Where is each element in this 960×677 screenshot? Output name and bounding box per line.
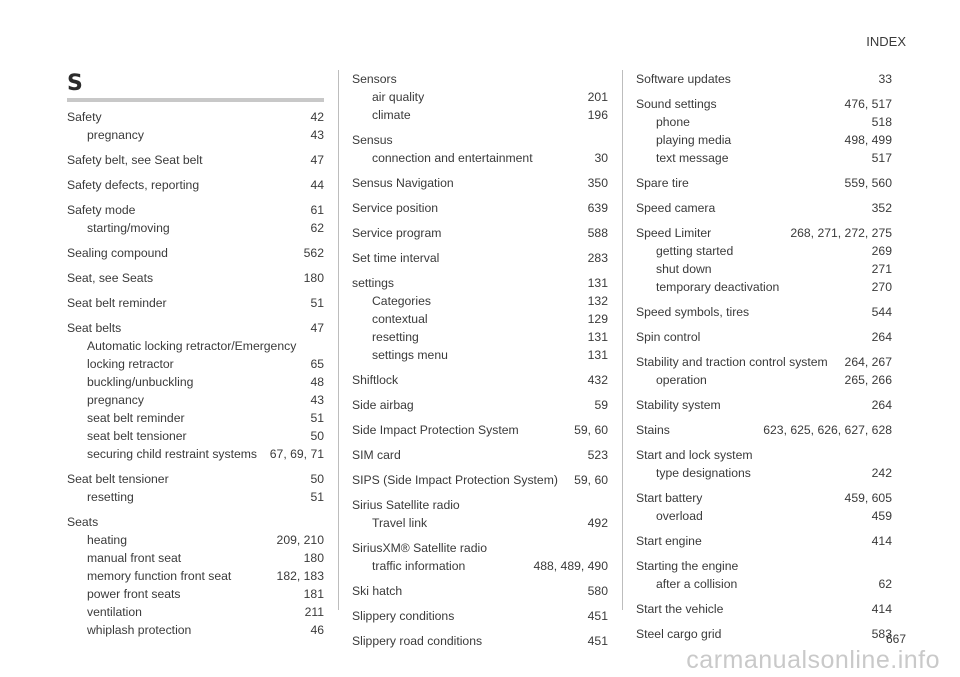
index-page-refs[interactable]: 59, 60 — [574, 473, 608, 487]
index-entry — [636, 353, 892, 389]
index-page-refs[interactable]: 264, 267 — [844, 355, 892, 369]
index-term-line — [67, 294, 324, 312]
index-subterm: type designations — [656, 466, 751, 480]
index-subterm-line — [352, 557, 608, 575]
index-term-line — [636, 328, 892, 346]
index-page-refs[interactable]: 264 — [871, 330, 892, 344]
index-entry — [636, 625, 892, 643]
index-subterm-line — [352, 328, 608, 346]
index-term-line — [352, 396, 608, 414]
index-subterm: seat belt tensioner — [87, 429, 187, 443]
index-term: Start engine — [636, 534, 702, 548]
index-entry — [636, 95, 892, 167]
index-subterm-line — [636, 242, 892, 260]
index-subterm-line — [636, 131, 892, 149]
index-subterm: overload — [656, 509, 703, 523]
index-subterm: getting started — [656, 244, 734, 258]
index-term-line — [636, 557, 892, 575]
index-entry — [352, 632, 608, 650]
index-page-refs[interactable] — [602, 70, 608, 88]
index-page-refs[interactable]: 268, 271, 272, 275 — [790, 226, 892, 240]
index-page-refs[interactable]: 580 — [587, 584, 608, 598]
index-entry — [636, 303, 892, 321]
index-page-refs[interactable] — [886, 446, 892, 464]
index-entry — [352, 224, 608, 242]
index-term: Sirius Satellite radio — [352, 498, 460, 512]
index-subterm: pregnancy — [87, 128, 144, 142]
index-subterm-line — [67, 219, 324, 237]
index-entry — [636, 199, 892, 217]
index-term: Steel cargo grid — [636, 627, 722, 641]
index-entry — [352, 471, 608, 489]
index-subterm: manual front seat — [87, 551, 182, 565]
index-page-refs[interactable]: 59, 60 — [574, 423, 608, 437]
index-term: Safety mode — [67, 203, 136, 217]
column-divider — [622, 70, 623, 610]
index-entry — [352, 582, 608, 600]
index-subterm: ventilation — [87, 605, 142, 619]
index-subterm-line — [67, 567, 324, 585]
index-subterm-line — [67, 373, 324, 391]
index-page-refs[interactable] — [602, 496, 608, 514]
index-page-refs[interactable]: 59 — [594, 398, 608, 412]
index-entry — [352, 199, 608, 217]
index-entry — [352, 249, 608, 267]
index-subterm-line — [67, 549, 324, 567]
index-term-line — [352, 539, 608, 557]
index-subterm: air quality — [372, 90, 425, 104]
index-page-refs[interactable] — [886, 557, 892, 575]
index-term: Speed camera — [636, 201, 716, 215]
index-subterm-line — [67, 427, 324, 445]
index-page-refs[interactable]: 180 — [303, 551, 324, 565]
index-page-refs[interactable]: 583 — [871, 627, 892, 641]
index-subterm-line — [352, 88, 608, 106]
index-entry — [352, 421, 608, 439]
index-term-line — [352, 131, 608, 149]
index-page-refs[interactable]: 65 — [310, 357, 324, 371]
index-term: Sensors — [352, 72, 397, 86]
index-entry — [636, 396, 892, 414]
index-page-refs[interactable]: 131 — [587, 348, 608, 362]
index-term: settings — [352, 276, 395, 290]
index-page-refs[interactable]: 451 — [587, 634, 608, 648]
index-page-refs[interactable]: 62 — [310, 221, 324, 235]
index-entry — [636, 446, 892, 482]
index-entry — [636, 421, 892, 439]
index-entry — [67, 319, 324, 463]
index-term-line — [636, 174, 892, 192]
index-subterm: seat belt reminder — [87, 411, 185, 425]
section-letter: S — [67, 71, 83, 96]
index-page-refs[interactable]: 432 — [587, 373, 608, 387]
index-page-refs[interactable]: 414 — [871, 602, 892, 616]
index-subterm-line — [636, 113, 892, 131]
index-subterm: connection and entertainment — [372, 151, 533, 165]
index-page-refs[interactable]: 182, 183 — [276, 569, 324, 583]
index-entry — [636, 174, 892, 192]
index-page-refs[interactable]: 639 — [587, 201, 608, 215]
index-term-line — [636, 532, 892, 550]
index-subterm: Categories — [372, 294, 431, 308]
index-page-refs[interactable]: 61 — [310, 203, 324, 217]
index-subterm: buckling/unbuckling — [87, 375, 194, 389]
index-term: Stains — [636, 423, 670, 437]
index-entry — [636, 70, 892, 88]
index-term-line — [636, 421, 892, 439]
index-subterm: climate — [372, 108, 411, 122]
index-term: Slippery road conditions — [352, 634, 483, 648]
index-page-refs[interactable]: 488, 489, 490 — [533, 559, 608, 573]
index-page-refs[interactable]: 476, 517 — [844, 97, 892, 111]
index-subterm-line — [636, 464, 892, 482]
index-page-refs[interactable]: 544 — [871, 305, 892, 319]
index-entry — [67, 108, 324, 144]
index-subterm: settings menu — [372, 348, 448, 362]
index-subterm-line — [636, 507, 892, 525]
index-term: Safety defects, reporting — [67, 178, 200, 192]
index-subterm: starting/moving — [87, 221, 170, 235]
index-term: Shiftlock — [352, 373, 399, 387]
index-subterm-line — [352, 106, 608, 124]
index-subterm: traffic information — [372, 559, 466, 573]
index-subterm: shut down — [656, 262, 712, 276]
index-entry — [67, 513, 324, 639]
index-page-refs[interactable]: 129 — [587, 312, 608, 326]
index-page-refs[interactable]: 559, 560 — [844, 176, 892, 190]
index-entry — [352, 131, 608, 167]
index-entry — [636, 532, 892, 550]
index-page-refs[interactable]: 46 — [310, 623, 324, 637]
index-term-line — [352, 199, 608, 217]
index-entry — [352, 174, 608, 192]
index-subterm: resetting — [372, 330, 419, 344]
index-subterm-line — [67, 603, 324, 621]
index-subterm: text message — [656, 151, 729, 165]
index-term: Seats — [67, 515, 99, 529]
index-term: Speed Limiter — [636, 226, 712, 240]
index-subterm-line — [67, 337, 324, 373]
index-entry — [636, 557, 892, 593]
index-page-refs[interactable]: 271 — [871, 262, 892, 276]
index-term-line — [352, 496, 608, 514]
index-term-line — [67, 201, 324, 219]
index-page-refs[interactable]: 30 — [594, 151, 608, 165]
index-page-refs[interactable]: 459 — [871, 509, 892, 523]
index-entry — [352, 371, 608, 389]
index-subterm: resetting — [87, 490, 134, 504]
index-page-refs[interactable]: 131 — [587, 330, 608, 344]
index-subterm-line — [352, 292, 608, 310]
watermark: carmanualsonline.info — [686, 646, 940, 674]
index-page-refs[interactable]: 518 — [871, 115, 892, 129]
index-term-line — [352, 274, 608, 292]
index-term-line — [67, 513, 324, 531]
index-entry — [67, 470, 324, 506]
index-term-line — [352, 582, 608, 600]
index-term: Seat belt reminder — [67, 296, 167, 310]
index-subterm-line — [352, 149, 608, 167]
index-term: Sealing compound — [67, 246, 168, 260]
index-page-refs[interactable]: 43 — [310, 128, 324, 142]
index-term-line — [636, 199, 892, 217]
index-page-refs[interactable]: 269 — [871, 244, 892, 258]
index-term-line — [636, 489, 892, 507]
index-page-refs[interactable]: 44 — [310, 178, 324, 192]
index-entry — [67, 294, 324, 312]
running-header: INDEX — [866, 34, 906, 49]
index-subterm: playing media — [656, 133, 732, 147]
index-term: Service position — [352, 201, 439, 215]
index-page-refs[interactable]: 459, 605 — [844, 491, 892, 505]
index-page-refs[interactable]: 131 — [587, 276, 608, 290]
index-page-refs[interactable]: 51 — [310, 490, 324, 504]
index-term-line — [636, 625, 892, 643]
index-subterm-line — [67, 488, 324, 506]
index-subterm-line — [67, 531, 324, 549]
index-term-line — [67, 319, 324, 337]
index-page-refs[interactable]: 562 — [303, 246, 324, 260]
index-entry — [352, 496, 608, 532]
index-subterm-line — [67, 621, 324, 639]
index-entry — [67, 201, 324, 237]
index-entry — [636, 489, 892, 525]
index-subterm: Travel link — [372, 516, 428, 530]
index-page-refs[interactable] — [318, 513, 324, 531]
index-page-refs[interactable]: 47 — [310, 321, 324, 335]
index-term-line — [636, 396, 892, 414]
index-term-line — [352, 607, 608, 625]
index-term: Spin control — [636, 330, 701, 344]
index-page-refs[interactable]: 352 — [871, 201, 892, 215]
index-subterm: pregnancy — [87, 393, 144, 407]
index-term-line — [636, 303, 892, 321]
index-entry — [352, 70, 608, 124]
index-term: Start and lock system — [636, 448, 753, 462]
index-subterm: temporary deactivation — [656, 280, 780, 294]
index-subterm: power front seats — [87, 587, 181, 601]
index-entry — [67, 269, 324, 287]
index-page-refs[interactable]: 588 — [587, 226, 608, 240]
index-subterm: after a collision — [656, 577, 738, 591]
index-term-line — [67, 151, 324, 169]
index-term: Slippery conditions — [352, 609, 455, 623]
index-term: Ski hatch — [352, 584, 403, 598]
index-term: SIM card — [352, 448, 401, 462]
index-subterm-line — [352, 514, 608, 532]
index-page-refs[interactable] — [602, 131, 608, 149]
index-term-line — [352, 471, 608, 489]
index-term-line — [636, 446, 892, 464]
index-term: Seat belts — [67, 321, 122, 335]
index-term: Set time interval — [352, 251, 440, 265]
index-subterm-line — [67, 391, 324, 409]
index-page-refs[interactable]: 492 — [587, 516, 608, 530]
index-page-refs[interactable]: 523 — [587, 448, 608, 462]
index-subterm-line — [352, 346, 608, 364]
index-page-refs[interactable]: 51 — [310, 411, 324, 425]
index-page-refs[interactable]: 350 — [587, 176, 608, 190]
index-entry — [352, 607, 608, 625]
index-subterm: operation — [656, 373, 707, 387]
index-term: Stability system — [636, 398, 721, 412]
index-subterm-line — [67, 126, 324, 144]
index-subterm-line — [67, 445, 324, 463]
index-entry — [636, 600, 892, 618]
index-subterm-line — [67, 585, 324, 603]
index-term-line — [352, 446, 608, 464]
index-page-refs[interactable]: 517 — [871, 151, 892, 165]
column-divider — [338, 70, 339, 610]
index-term: Side Impact Protection System — [352, 423, 519, 437]
index-page-refs[interactable]: 62 — [878, 577, 892, 591]
index-term: Stability and traction control system — [636, 355, 828, 369]
index-term: Service program — [352, 226, 442, 240]
index-term: Side airbag — [352, 398, 414, 412]
index-term-line — [636, 353, 892, 371]
index-subterm-line — [636, 149, 892, 167]
index-page-refs[interactable]: 209, 210 — [276, 533, 324, 547]
index-page-refs[interactable]: 242 — [871, 466, 892, 480]
index-term: Seat, see Seats — [67, 271, 154, 285]
index-term: Start the vehicle — [636, 602, 724, 616]
index-column-1 — [67, 70, 324, 646]
index-page-refs[interactable]: 211 — [304, 605, 324, 619]
index-page-refs[interactable]: 283 — [587, 251, 608, 265]
index-page-refs[interactable]: 67, 69, 71 — [269, 447, 324, 461]
index-entry — [636, 224, 892, 296]
index-page-refs[interactable]: 451 — [587, 609, 608, 623]
index-page-refs[interactable]: 498, 499 — [844, 133, 892, 147]
index-entry — [352, 539, 608, 575]
index-term: Software updates — [636, 72, 731, 86]
index-page-refs[interactable]: 623, 625, 626, 627, 628 — [763, 423, 892, 437]
index-term-line — [636, 600, 892, 618]
index-term: Safety belt, see Seat belt — [67, 153, 203, 167]
index-page-refs[interactable]: 181 — [303, 587, 324, 601]
index-term: Speed symbols, tires — [636, 305, 750, 319]
index-subterm-line — [636, 575, 892, 593]
index-page-refs[interactable]: 270 — [871, 280, 892, 294]
index-term-line — [352, 70, 608, 88]
index-term: Sensus Navigation — [352, 176, 454, 190]
index-term: Start battery — [636, 491, 703, 505]
index-page-refs[interactable]: 132 — [587, 294, 608, 308]
index-term-line — [67, 108, 324, 126]
index-term: Sound settings — [636, 97, 717, 111]
index-page-refs[interactable]: 180 — [303, 271, 324, 285]
index-page-refs[interactable]: 414 — [871, 534, 892, 548]
index-entry — [352, 396, 608, 414]
index-page-refs[interactable]: 264 — [871, 398, 892, 412]
index-subterm-line — [352, 310, 608, 328]
index-subterm-line — [636, 260, 892, 278]
index-page-refs[interactable] — [602, 539, 608, 557]
index-page-refs[interactable]: 47 — [310, 153, 324, 167]
index-entry — [352, 274, 608, 364]
index-subterm: heating — [87, 533, 127, 547]
index-subterm: securing child restraint systems — [87, 447, 258, 461]
index-term-line — [636, 70, 892, 88]
page-number: 667 — [885, 632, 906, 646]
index-page-refs[interactable]: 265, 266 — [844, 373, 892, 387]
index-term-line — [67, 244, 324, 262]
index-page-refs[interactable]: 196 — [587, 108, 608, 122]
index-term: Spare tire — [636, 176, 689, 190]
index-subterm-line — [636, 371, 892, 389]
index-term-line — [352, 421, 608, 439]
index-column-2 — [352, 70, 608, 657]
index-term-line — [352, 632, 608, 650]
index-page-refs[interactable]: 51 — [310, 296, 324, 310]
index-term-line — [636, 224, 892, 242]
index-term-line — [352, 249, 608, 267]
index-entry — [67, 151, 324, 169]
index-entry — [352, 446, 608, 464]
index-subterm: whiplash protection — [87, 623, 192, 637]
index-entry — [67, 244, 324, 262]
index-term: SiriusXM® Satellite radio — [352, 541, 487, 555]
index-term-line — [352, 371, 608, 389]
index-subterm-line — [67, 409, 324, 427]
letter-divider — [67, 98, 324, 102]
index-page-refs[interactable]: 50 — [310, 429, 324, 443]
index-term-line — [67, 176, 324, 194]
index-subterm: contextual — [372, 312, 428, 326]
index-subterm: phone — [656, 115, 690, 129]
index-term-line — [67, 269, 324, 287]
index-page-refs[interactable]: 50 — [310, 472, 324, 486]
index-term: Safety — [67, 110, 102, 124]
index-subterm: memory function front seat — [87, 569, 232, 583]
index-term: Sensus — [352, 133, 393, 147]
index-page-refs[interactable]: 43 — [310, 393, 324, 407]
index-term: Seat belt tensioner — [67, 472, 169, 486]
index-page-refs[interactable]: 201 — [587, 90, 608, 104]
index-entry — [636, 328, 892, 346]
index-term-line — [67, 470, 324, 488]
index-term-line — [352, 174, 608, 192]
index-page-refs[interactable]: 33 — [878, 72, 892, 86]
index-entry — [67, 176, 324, 194]
index-term: Starting the engine — [636, 559, 739, 573]
index-term: SIPS (Side Impact Protection System) — [352, 473, 558, 487]
index-page-refs[interactable]: 42 — [310, 110, 324, 124]
index-term-line — [636, 95, 892, 113]
index-column-3 — [636, 70, 892, 650]
index-term-line — [352, 224, 608, 242]
index-subterm: Automatic locking retractor/Emergency locking retractor — [87, 339, 297, 371]
index-page-refs[interactable]: 48 — [310, 375, 324, 389]
index-subterm-line — [636, 278, 892, 296]
